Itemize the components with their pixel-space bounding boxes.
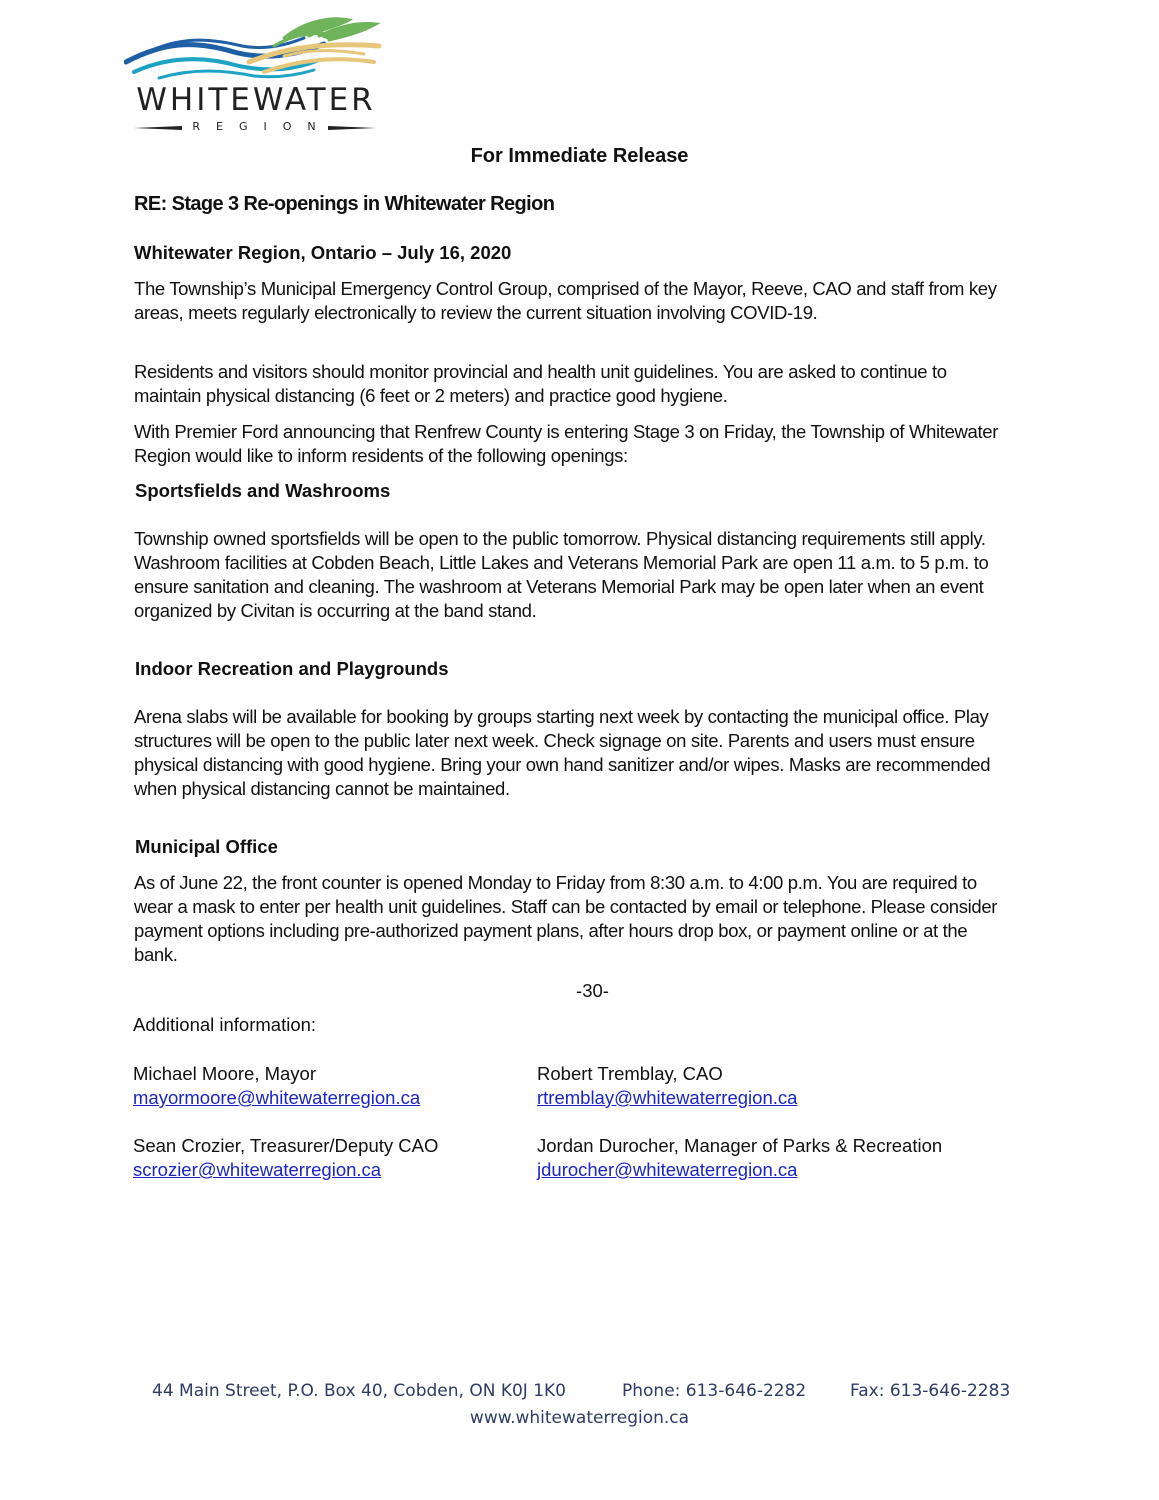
contact-card (133, 1062, 420, 1110)
contact-name: Michael Moore, Mayor (133, 1063, 317, 1084)
contact-card (537, 1062, 797, 1110)
footer-address: 44 Main Street, P.O. Box 40, Cobden, ON K0J 1K0 (152, 1381, 566, 1401)
subject-line: RE: Stage 3 Re-openings in Whitewater Region (134, 193, 555, 215)
footer-website[interactable]: www.whitewaterregion.ca (469, 1408, 690, 1428)
intro-paragraph: With Premier Ford announcing that Renfrew County is entering Stage 3 on Friday, the Township of Whitewater Region would like to inform residents of the following openings: (134, 421, 999, 466)
contact-name: Sean Crozier, Treasurer/Deputy CAO (133, 1135, 439, 1156)
dateline: Whitewater Region, Ontario – July 16, 2020 (134, 242, 512, 263)
contact-email-link[interactable]: jdurocher@whitewaterregion.ca (537, 1159, 798, 1180)
intro-paragraph: Residents and visitors should monitor provincial and health unit guidelines. You are asked to continue to maintain physical distancing (6 feet or 2 meters) and practice good hygiene. (134, 361, 947, 406)
logo-subtitle: REGION (124, 120, 386, 136)
logo-wordmark: WHITEWATER (136, 82, 376, 118)
footer-phone: Phone: 613-646-2282 (622, 1381, 807, 1401)
section-heading: Municipal Office (135, 836, 278, 857)
footer-fax: Fax: 613-646-2283 (850, 1381, 1011, 1401)
contact-card (537, 1134, 942, 1182)
contact-email-link[interactable]: scrozier@whitewaterregion.ca (133, 1159, 382, 1180)
additional-info-label: Additional information: (133, 1014, 317, 1035)
whitewater-region-logo (124, 12, 386, 136)
contact-name: Jordan Durocher, Manager of Parks & Recreation (537, 1135, 943, 1156)
intro-paragraph: The Township’s Municipal Emergency Control Group, comprised of the Mayor, Reeve, CAO and staff from key areas, meets regularly electronically to review the current situation involving COVID-19. (134, 278, 997, 323)
end-mark: -30- (576, 980, 609, 1001)
contact-name: Robert Tremblay, CAO (537, 1063, 723, 1084)
section-text: Arena slabs will be available for booking by groups starting next week by contacting the municipal office. Play structures will be open to the public later next week. Check signage on site. Parents and users must ensure physical distancing with good hygiene. Bring your own hand sanitizer and/or wipes. Masks are recommended when physical distancing cannot be maintained. (134, 706, 991, 799)
release-label: For Immediate Release (470, 145, 689, 167)
contact-email-link[interactable]: rtremblay@whitewaterregion.ca (537, 1087, 798, 1108)
section-heading: Indoor Recreation and Playgrounds (135, 658, 449, 679)
section-text: As of June 22, the front counter is opened Monday to Friday from 8:30 a.m. to 4:00 p.m. You are required to wear a mask to enter per health unit guidelines. Staff can be contacted by email or telephone. Please consider payment options including pre-authorized payment plans, after hours drop box, or payment online or at the bank. (134, 872, 998, 965)
contact-card (133, 1134, 438, 1182)
section-text: Township owned sportsfields will be open to the public tomorrow. Physical distancing requirements still apply. Washroom facilities at Cobden Beach, Little Lakes and Veterans Memorial Park are open 11 a.m. to 5 p.m. to ensure sanitation and cleaning. The washroom at Veterans Memorial Park may be open later when an event organized by Civitan is occurring at the band stand. (134, 528, 989, 621)
section-heading: Sportsfields and Washrooms (135, 480, 391, 501)
contact-email-link[interactable]: mayormoore@whitewaterregion.ca (133, 1087, 421, 1108)
waves-logo-icon (124, 12, 386, 84)
